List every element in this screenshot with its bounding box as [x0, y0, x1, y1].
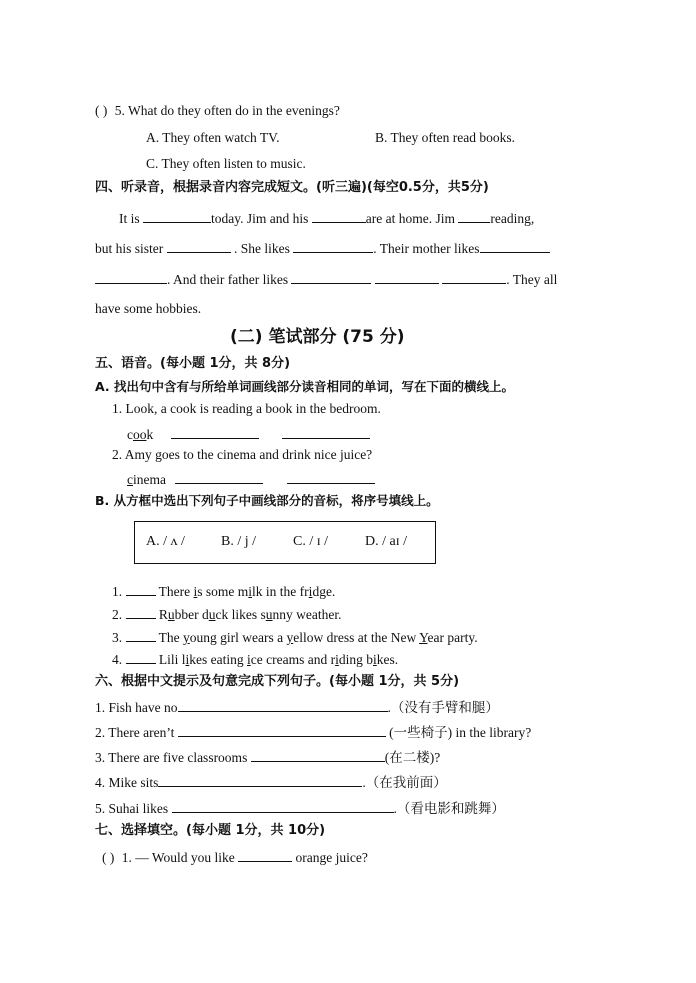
section-6-question-4: 4. Mike sits .（在我前面）: [95, 772, 447, 792]
answer-paren: ( ): [102, 850, 115, 865]
answer-paren: ( ): [95, 103, 108, 118]
part-b-question-1: 1. There is some milk in the fridge.: [112, 581, 335, 601]
section-7-heading: 七、选择填空。(每小题 1分，共 10分): [95, 823, 326, 838]
answer-blank[interactable]: [442, 269, 506, 284]
option-a: A. They often watch TV.: [146, 130, 280, 145]
question-5: [95, 102, 340, 120]
answer-blank[interactable]: [458, 208, 490, 223]
section-6-question-5: 5. Suhai likes .（看电影和跳舞）: [95, 798, 505, 818]
answer-blank[interactable]: [480, 238, 550, 253]
phonetic-option-a: A. / ʌ /: [146, 534, 185, 549]
passage-text: but his sister: [95, 241, 164, 256]
answer-blank[interactable]: [172, 798, 394, 813]
section-5-heading: 五、语音。(每小题 1分，共 8分): [95, 356, 291, 371]
answer-blank[interactable]: [158, 772, 362, 787]
passage-text: . Their mother likes: [373, 241, 480, 256]
answer-blank[interactable]: [251, 747, 385, 762]
passage-text: It is: [119, 211, 140, 226]
phonetic-option-b: B. / j /: [221, 534, 257, 549]
answer-blank[interactable]: [143, 208, 211, 223]
answer-blank[interactable]: [287, 469, 375, 484]
section-4-heading: 四、听录音，根据录音内容完成短文。(听三遍)(每空0.5分，共5分): [95, 180, 489, 195]
answer-blank[interactable]: [238, 847, 292, 862]
part-a-heading: A. 找出句中含有与所给单词画线部分读音相同的单词，写在下面的横线上。: [95, 379, 515, 394]
section-6-question-2: 2. There aren’t (一些椅子) in the library?: [95, 722, 531, 742]
passage-line-3: [95, 269, 557, 289]
answer-blank[interactable]: [126, 627, 156, 642]
passage-line-2: [95, 238, 550, 258]
answer-blank[interactable]: [175, 469, 263, 484]
part-b-question-3: 3. The young girl wears a yellow dress at the New Year party.: [112, 627, 478, 647]
answer-blank[interactable]: [171, 424, 259, 439]
part-a-question-1: 1. Look, a cook is reading a book in the bedroom.: [112, 401, 381, 416]
answer-blank[interactable]: [178, 697, 388, 712]
part-b-question-4: 4. Lili likes eating ice creams and riding bikes.: [112, 649, 398, 669]
answer-blank[interactable]: [312, 208, 366, 223]
section-6-heading: 六、根据中文提示及句意完成下列句子。(每小题 1分，共 5分): [95, 674, 460, 689]
passage-text: . She likes: [234, 241, 290, 256]
section-6-question-3: 3. There are five classrooms (在二楼)?: [95, 747, 440, 767]
passage-text: . And their father likes: [167, 272, 289, 287]
answer-blank[interactable]: [126, 581, 156, 596]
option-b: B. They often read books.: [375, 130, 515, 145]
answer-blank[interactable]: [126, 604, 156, 619]
part-a-question-2: 2. Amy goes to the cinema and drink nice juice?: [112, 447, 373, 462]
question-text: 5. What do they often do in the evenings?: [114, 103, 340, 118]
part-b-heading: B. 从方框中选出下列句子中画线部分的音标，将序号填线上。: [95, 493, 439, 508]
keyword: cinema: [127, 472, 166, 487]
keyword: cook: [127, 427, 154, 442]
answer-blank[interactable]: [178, 722, 386, 737]
section-7-question-1: ( ) 1. — Would you like orange juice?: [102, 847, 368, 867]
answer-blank[interactable]: [291, 269, 371, 284]
passage-line-1: [119, 208, 534, 228]
answer-blank[interactable]: [375, 269, 439, 284]
phonetic-options-box: [134, 521, 436, 564]
part-a-answer-row-1: [127, 424, 370, 444]
phonetic-option-d: D. / aɪ /: [365, 534, 407, 549]
part-b-question-2: 2. Rubber duck likes sunny weather.: [112, 604, 342, 624]
answer-blank[interactable]: [167, 238, 231, 253]
passage-text: reading,: [490, 211, 535, 226]
answer-blank[interactable]: [126, 649, 156, 664]
part-a-answer-row-2: [127, 469, 375, 489]
passage-text: . They all: [506, 272, 558, 287]
written-part-title: (二) 笔试部分 (75 分): [230, 327, 405, 347]
answer-blank[interactable]: [293, 238, 373, 253]
answer-blank[interactable]: [282, 424, 370, 439]
passage-text: today. Jim and his: [211, 211, 309, 226]
section-6-question-1: 1. Fish have no .（没有手臂和腿）: [95, 697, 499, 717]
answer-blank[interactable]: [95, 269, 167, 284]
phonetic-option-c: C. / ɪ /: [293, 534, 329, 549]
passage-text: are at home. Jim: [365, 211, 455, 226]
passage-line-4: have some hobbies.: [95, 301, 202, 316]
option-c: C. They often listen to music.: [146, 156, 306, 171]
